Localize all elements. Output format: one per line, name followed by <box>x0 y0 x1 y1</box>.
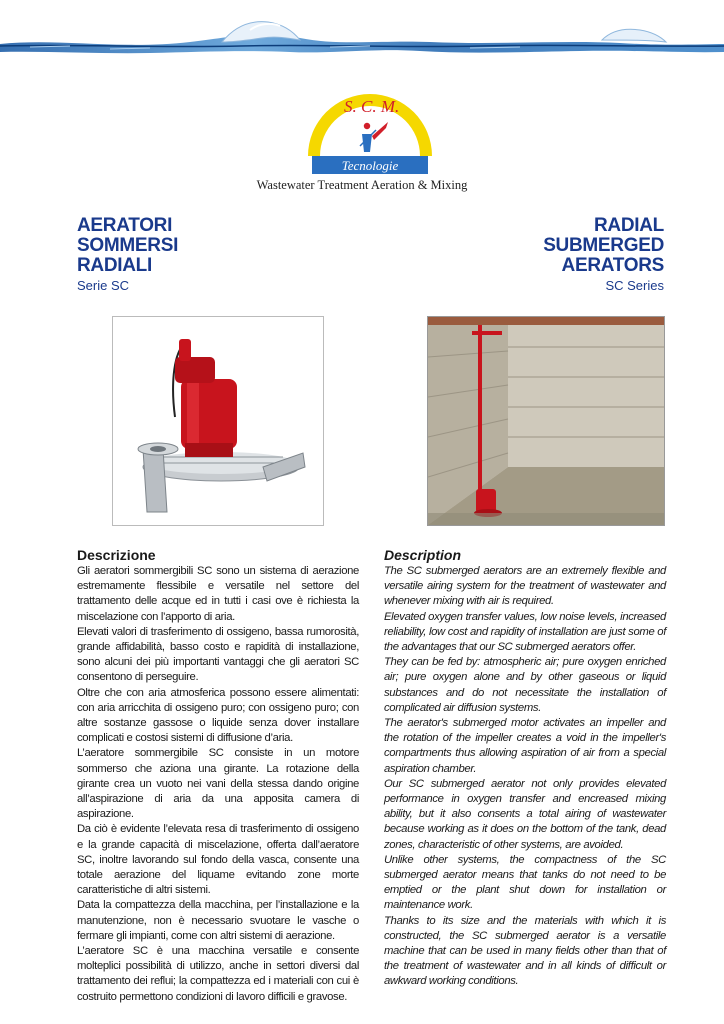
paragraph: Unlike other systems, the compactness of the SC submerged aerator means that tanks do not need to be emptied or the plant shut down for installation or maintenance work. <box>384 853 666 912</box>
english-title-line: SUBMERGED <box>543 235 664 256</box>
paragraph: Elevati valori di trasferimento di ossigeno, bassa rumorosità, grande affidabilità, basso costo e rapidità di installazione, sono alcuni dei più importanti vantaggi che gli aeratori SC consentono di perseguire. <box>77 625 359 684</box>
italian-description <box>77 564 359 1005</box>
italian-title-line: RADIALI <box>77 255 152 276</box>
paragraph: The SC submerged aerators are an extremely flexible and versatile airing system for the treatment of wastewater and whenever mixing with air is required. <box>384 565 666 608</box>
english-title-line: RADIAL <box>594 215 664 236</box>
paragraph: The aerator's submerged motor activates an impeller and the rotation of the impeller creates a void in the impeller's compartments thus allowing aspiration of air from a special aspiration chamber. <box>384 717 666 775</box>
scm-logo <box>300 84 440 176</box>
paragraph: L’aeratore SC è una macchina versatile e consente molteplici possibilità di utilizzo, anche in settori diversi dal trattamento dei reflui; la compattezza ed i materiali con cui è costruito permettono condizioni di lavoro difficili e gravose. <box>77 945 359 1003</box>
logo-letters: S. C. M. <box>344 97 400 116</box>
italian-title-line: SOMMERSI <box>77 235 179 256</box>
paragraph: Our SC submerged aerator not only provides elevated performance in oxygen transfer and encreased mixing ability, but it also consents a total airing of wastewater because working as it does on the bottom of the tank, dead zones, characteristic of other systems, are avoided. <box>384 777 666 851</box>
paragraph: Elevated oxygen transfer values, low noise levels, increased reliability, low cost and rapidity of installation are just some of the advantages that our SC submerged aerators offer. <box>384 610 666 654</box>
paragraph: Thanks to its size and the materials with which it is constructed, the SC submerged aerator is a versatile machine that can be used in many fields other than that of the treatment of wastewater and in all kinds of difficult or awkward working conditions. <box>384 914 666 988</box>
logo-subtitle: Tecnologie <box>341 158 399 173</box>
paragraph: Data la compattezza della macchina, per l’installazione e la manutenzione, non è necessario svuotare le vasche o fermare gli impianti, come con altri sistemi di aerazione. <box>77 899 359 942</box>
italian-title <box>77 216 178 276</box>
paragraph: Oltre che con aria atmosferica possono essere alimentati: con aria arricchita di ossigeno puro; con ossigeno puro; con altre sostanze gassose o liquide senza dover installare complicati e costosi sistemi di diffusione d’aria. <box>77 686 359 745</box>
english-description <box>384 564 666 990</box>
english-description-heading: Description <box>384 547 462 563</box>
english-series: SC Series <box>605 278 664 293</box>
paragraph: Gli aeratori sommergibili SC sono un sistema di aerazione estremamente flessibile e versatile nel settore del trattamento delle acque ed in tutti i casi ove è richiesta la miscelazione con l’apporto di aria. <box>77 565 359 623</box>
paragraph: They can be fed by: atmospheric air; pure oxygen enriched air; pure oxygen alone and by other gaseous or liquid substances and do not necessitate the installation of complicated air diffusion systems. <box>384 656 666 714</box>
paragraph: L’aeratore sommergibile SC consiste in un motore sommerso che aziona una girante. La rotazione della girante crea un vuoto nei vani della stessa dando origine all’aspirazione di aria da una apposita camera di aspirazione. <box>77 747 359 821</box>
tank-installation-photo <box>427 316 665 526</box>
tagline: Wastewater Treatment Aeration & Mixing <box>256 178 468 192</box>
wave-banner <box>0 0 724 80</box>
aerator-product-photo <box>112 316 324 526</box>
italian-title-line: AERATORI <box>77 215 173 236</box>
english-title-line: AERATORS <box>561 255 664 276</box>
italian-description-heading: Descrizione <box>77 547 156 563</box>
paragraph: Da ciò è evidente l’elevata resa di trasferimento di ossigeno e la grande capacità di miscelazione, offerta dall’aeratore SC, inoltre lavorando sul fondo della vasca, consente una totale aerazione del liquame evitando zone morte caratteristiche di altri sistemi. <box>77 823 359 897</box>
english-title <box>543 216 664 276</box>
italian-series: Serie SC <box>77 278 130 293</box>
